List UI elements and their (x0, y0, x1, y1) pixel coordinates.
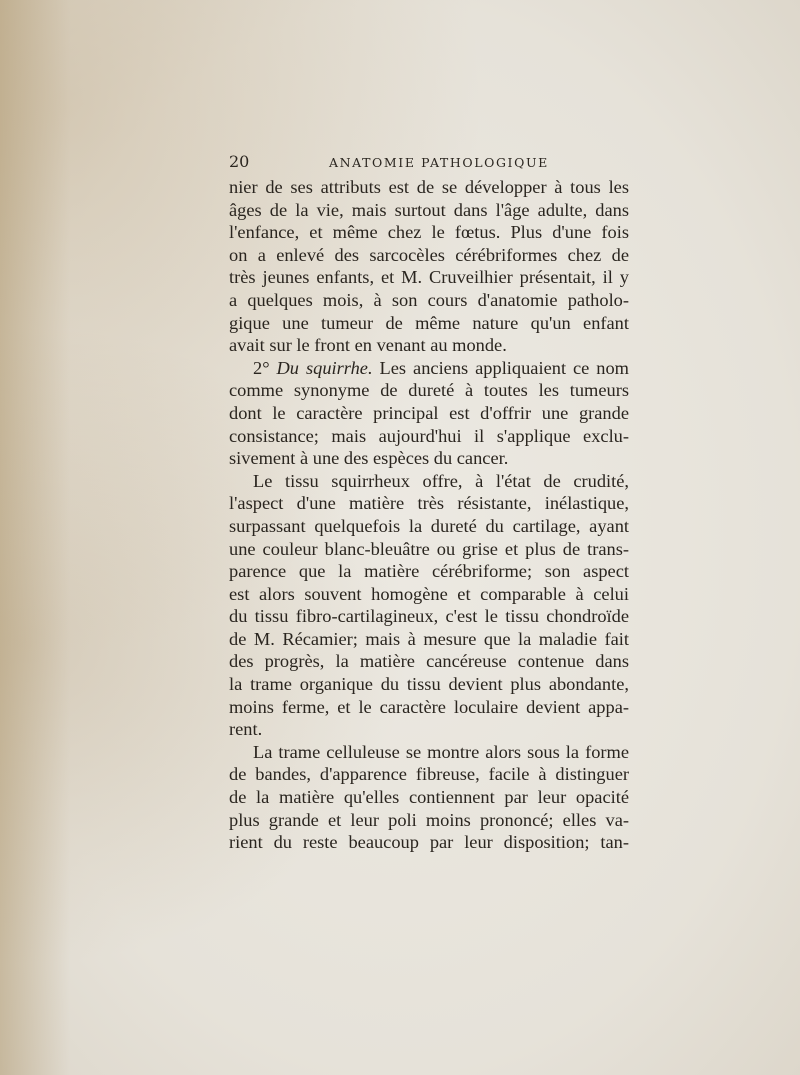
text-line: est alors souvent homogène et comparable à celui (229, 583, 629, 604)
text-line: comme synonyme de dureté à toutes les tumeurs (229, 380, 629, 401)
text-line: une couleur blanc-bleuâtre ou grise et plus de trans- (229, 538, 629, 559)
section-heading-line (229, 357, 629, 380)
section-heading: Du squirrhe. (276, 357, 373, 378)
section-number: 2° (253, 357, 270, 378)
page-number: 20 (229, 152, 250, 171)
text-line: rient du reste beaucoup par leur disposition; tan- (229, 832, 629, 853)
text-line: l'enfance, et même chez le fœtus. Plus d'une fois (229, 222, 629, 243)
text-line: a quelques mois, à son cours d'anatomie patholo- (229, 289, 629, 310)
text-line: du tissu fibro-cartilagineux, c'est le tissu chondroïde (229, 606, 629, 627)
text-line: Le tissu squirrheux offre, à l'état de crudité, (253, 470, 629, 491)
text-line: moins ferme, et le caractère loculaire devient appa- (229, 696, 629, 717)
text-line: très jeunes enfants, et M. Cruveilhier présentait, il y (229, 267, 629, 288)
text-line: sivement à une des espèces du cancer. (229, 448, 509, 469)
text-line: l'aspect d'une matière très résistante, inélastique, (229, 493, 629, 514)
text-line: rent. (229, 719, 263, 740)
running-head: ANATOMIE PATHOLOGIQUE (329, 155, 549, 170)
text-line: de la matière qu'elles contiennent par leur opacité (229, 787, 629, 808)
text-line: dont le caractère principal est d'offrir une grande (229, 402, 629, 423)
text-line: des progrès, la matière cancéreuse contenue dans (229, 651, 629, 672)
text-line: parence que la matière cérébriforme; son aspect (229, 561, 629, 582)
body-text (229, 176, 629, 854)
text-line: surpassant quelquefois la dureté du cartilage, ayant (229, 515, 629, 536)
text-line: nier de ses attributs est de se développer à tous les (229, 177, 629, 197)
text-line: avait sur le front en venant au monde. (229, 335, 507, 356)
text-line: âges de la vie, mais surtout dans l'âge adulte, dans (229, 199, 629, 220)
page-edge-stain (0, 0, 70, 1075)
text-line: gique une tumeur de même nature qu'un enfant (229, 312, 629, 333)
text-line: La trame celluleuse se montre alors sous la forme (253, 741, 629, 762)
text-line: on a enlevé des sarcocèles cérébriformes chez de (229, 244, 629, 265)
text-line-rest: Les anciens appliquaient ce nom (379, 357, 629, 378)
text-line: de bandes, d'apparence fibreuse, facile à distinguer (229, 764, 629, 785)
page-header (229, 152, 629, 176)
text-line: consistance; mais aujourd'hui il s'applique exclu- (229, 425, 629, 446)
text-line: plus grande et leur poli moins prononcé; elles va- (229, 809, 629, 830)
text-line: la trame organique du tissu devient plus abondante, (229, 674, 629, 695)
text-line: de M. Récamier; mais à mesure que la maladie fait (229, 628, 629, 649)
